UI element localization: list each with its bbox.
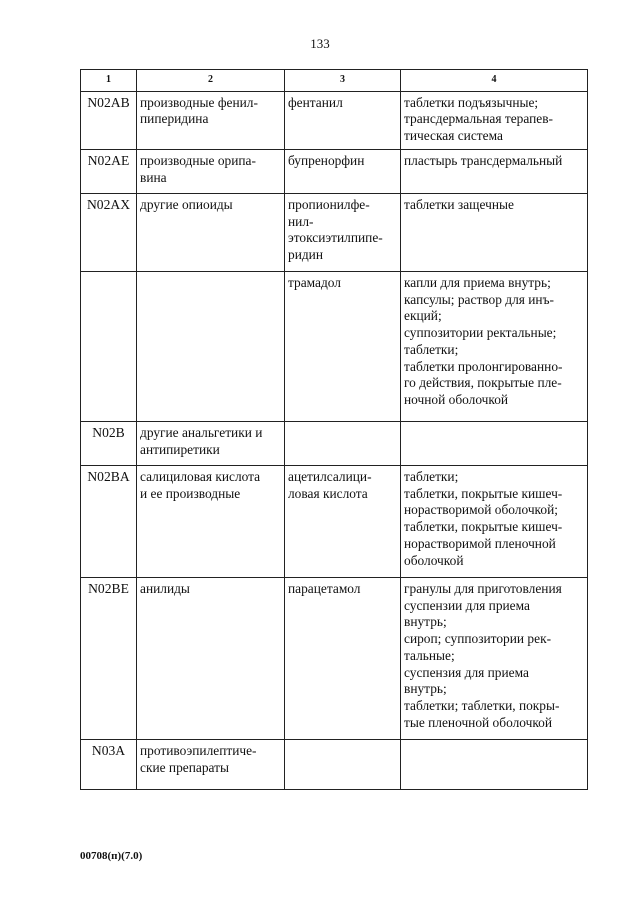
header-col-1: 1	[81, 70, 137, 92]
substance-line: ридин	[288, 247, 324, 262]
substance-line: этоксиэтилпипе-	[288, 230, 383, 246]
dosage-forms-line: таблетки защечные	[404, 196, 514, 212]
substance-line: бупренорфин	[288, 152, 365, 168]
group-cell	[137, 149, 285, 193]
substance-cell	[285, 91, 401, 149]
dosage-forms-line: внутрь;	[404, 681, 447, 697]
group-line: пиперидина	[140, 111, 209, 127]
dosage-forms-cell	[401, 271, 588, 421]
substance-line: нил-	[288, 213, 314, 229]
dosage-forms-line: го действия, покрытые пле-	[404, 375, 562, 391]
header-col-4: 4	[401, 70, 588, 92]
table-body	[81, 91, 588, 789]
header-col-3: 3	[285, 70, 401, 92]
substance-line: ловая кислота	[288, 485, 368, 501]
substance-cell	[285, 465, 401, 577]
group-line: другие опиоиды	[140, 196, 233, 212]
dosage-forms-line: гранулы для приготовления	[404, 580, 562, 596]
substance-cell	[285, 421, 401, 465]
table-row	[81, 739, 588, 789]
dosage-forms-line: таблетки;	[404, 468, 459, 484]
atc-code-cell: N02AE	[81, 149, 137, 193]
dosage-forms-line: суспензия для приема	[404, 664, 529, 680]
atc-code-cell: N02BE	[81, 577, 137, 739]
dosage-forms-line: капсулы; раствор для инъ-	[404, 291, 554, 307]
table-row	[81, 193, 588, 271]
dosage-forms-line: таблетки, покрытые кишеч-	[404, 485, 563, 501]
substance-line: парацетамол	[288, 580, 361, 596]
table-row	[81, 465, 588, 577]
substance-line: фентанил	[288, 94, 343, 110]
dosage-forms-cell	[401, 421, 588, 465]
dosage-forms-line: таблетки подъязычные;	[404, 94, 539, 110]
group-line: производные орипа-	[140, 152, 256, 168]
atc-code-cell: N02AB	[81, 91, 137, 149]
group-line: антипиретики	[140, 441, 220, 457]
table-row	[81, 149, 588, 193]
dosage-forms-line: норастворимой оболочкой;	[404, 502, 558, 518]
dosage-forms-cell	[401, 91, 588, 149]
dosage-forms-line: таблетки; таблетки, покры-	[404, 698, 560, 713]
substance-cell	[285, 271, 401, 421]
table-row	[81, 421, 588, 465]
dosage-forms-cell	[401, 193, 588, 271]
drug-table	[80, 69, 588, 790]
substance-line: трамадол	[288, 274, 341, 290]
header-col-2: 2	[137, 70, 285, 92]
dosage-forms-cell	[401, 465, 588, 577]
substance-cell	[285, 577, 401, 739]
substance-line: пропионилфе-	[288, 196, 370, 212]
dosage-forms-cell	[401, 149, 588, 193]
dosage-forms-line: екций;	[404, 308, 442, 324]
group-line: анилиды	[140, 580, 190, 596]
dosage-forms-line: суппозитории ректальные;	[404, 325, 557, 340]
dosage-forms-line: норастворимой пленочной	[404, 535, 556, 551]
dosage-forms-line: капли для приема внутрь;	[404, 274, 551, 290]
group-line: производные фенил-	[140, 94, 258, 110]
dosage-forms-line: таблетки;	[404, 341, 459, 357]
atc-code-cell: N02AX	[81, 193, 137, 271]
group-line: другие анальгетики и	[140, 424, 263, 440]
group-cell	[137, 91, 285, 149]
dosage-forms-line: оболочкой	[404, 552, 464, 568]
substance-cell	[285, 149, 401, 193]
table-row	[81, 271, 588, 421]
group-line: салициловая кислота	[140, 468, 261, 484]
group-line: и ее производные	[140, 485, 241, 501]
substance-cell	[285, 193, 401, 271]
dosage-forms-line: суспензии для приема	[404, 597, 530, 613]
dosage-forms-line: ночной оболочкой	[404, 392, 509, 407]
group-line: ские препараты	[140, 759, 229, 775]
dosage-forms-line: таблетки, покрытые кишеч-	[404, 519, 563, 534]
table-row	[81, 577, 588, 739]
dosage-forms-line: сироп; суппозитории рек-	[404, 631, 552, 646]
dosage-forms-line: пластырь трансдермальный	[404, 152, 563, 168]
dosage-forms-line: тальные;	[404, 647, 455, 663]
header-row	[81, 70, 588, 92]
atc-code-cell: N02B	[81, 421, 137, 465]
group-cell	[137, 421, 285, 465]
group-cell	[137, 739, 285, 789]
dosage-forms-line: тые пленочной оболочкой	[404, 714, 553, 730]
dosage-forms-cell	[401, 739, 588, 789]
dosage-forms-line: трансдермальная терапев-	[404, 111, 554, 127]
dosage-forms-line: внутрь;	[404, 614, 447, 630]
group-line: вина	[140, 169, 167, 185]
atc-code-cell	[81, 271, 137, 421]
dosage-forms-line: тическая система	[404, 128, 503, 143]
group-cell	[137, 193, 285, 271]
group-cell	[137, 465, 285, 577]
substance-line: ацетилсалици-	[288, 468, 372, 484]
group-line: противоэпилептиче-	[140, 742, 257, 758]
dosage-forms-line: таблетки пролонгированно-	[404, 358, 563, 374]
substance-cell	[285, 739, 401, 789]
atc-code-cell: N03A	[81, 739, 137, 789]
page-number: 133	[310, 36, 330, 51]
table-row	[81, 91, 588, 149]
group-cell	[137, 271, 285, 421]
dosage-forms-cell	[401, 577, 588, 739]
group-cell	[137, 577, 285, 739]
document-code: 00708(п)(7.0)	[80, 850, 143, 862]
atc-code-cell: N02BA	[81, 465, 137, 577]
